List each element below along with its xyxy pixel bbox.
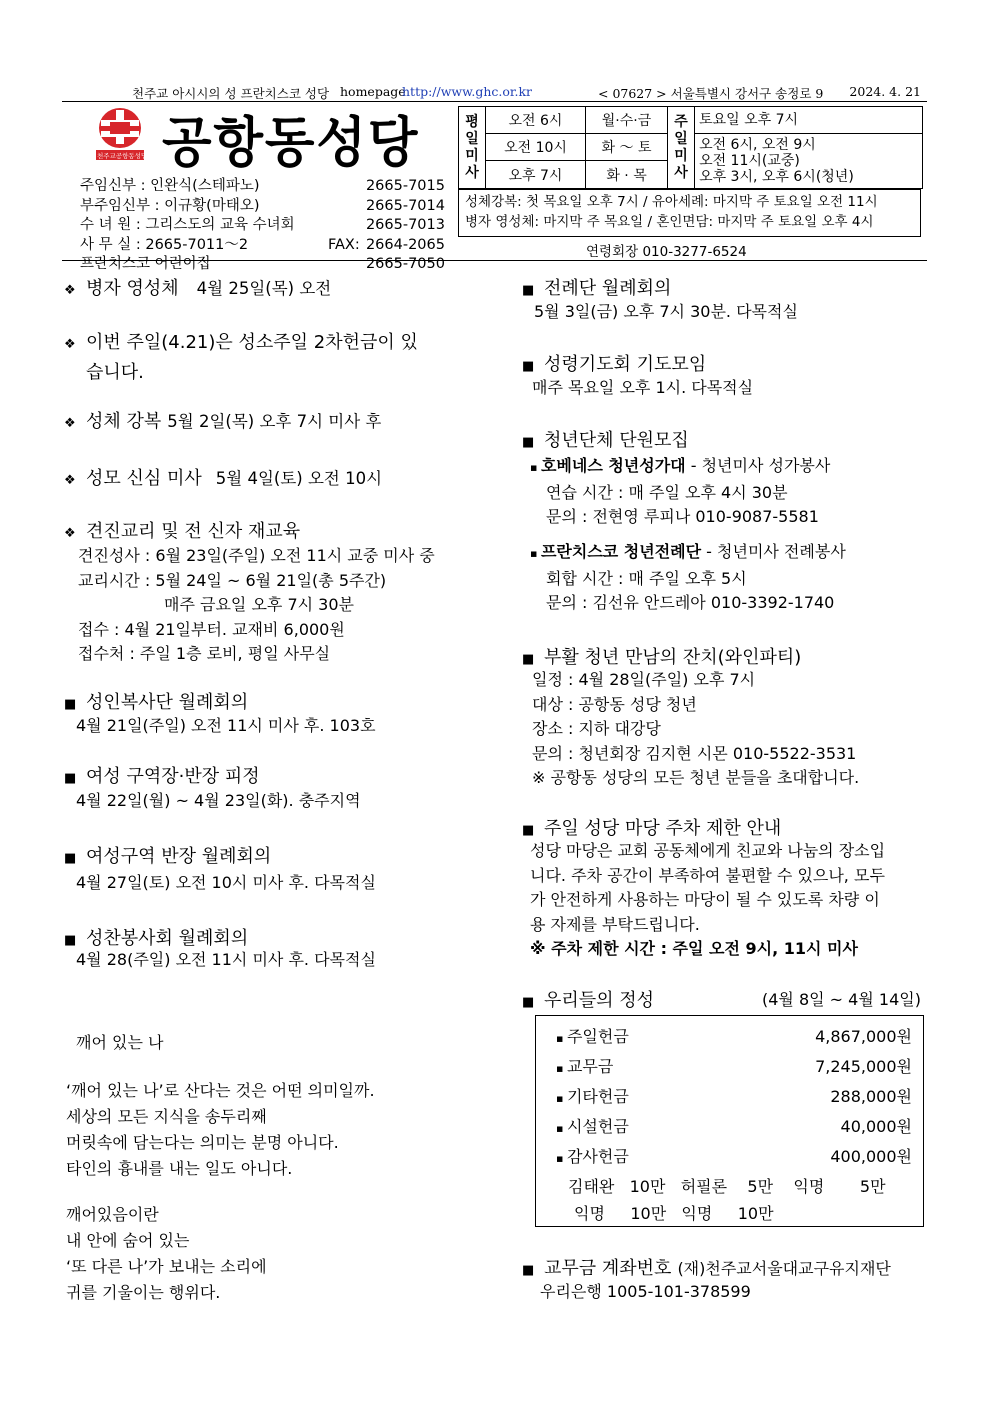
section-marian-mass: ❖ 성모 신심 미사 5월 4일(토) 오전 10시 [64, 468, 383, 489]
mass-days: 화 ～ 토 [586, 133, 668, 161]
staff-label: 주임신부 : 인완식(스테파노) [80, 178, 260, 194]
staff-row [80, 216, 445, 236]
mass-days: 화 · 목 [586, 161, 668, 189]
offerings-table [535, 1015, 924, 1227]
womens-meeting-detail: 4월 27일(토) 오전 10시 미사 후. 다목적실 [76, 873, 376, 892]
eucharist-service-detail: 4월 28(주일) 오전 11시 미사 후. 다목적실 [76, 950, 376, 969]
donor-list: 김태완 10만 허필론 5만 익명 5만 [568, 1177, 886, 1196]
section-youth-party: ■ 부활 청년 만남의 잔치(와인파티) [522, 647, 802, 668]
staff-label: 부주임신부 : 이규황(마태오) [80, 197, 260, 214]
offerings-period: (4월 8일 ~ 4월 14일) [762, 990, 921, 1009]
womens-retreat-detail: 4월 22일(월) ~ 4월 23일(화). 충주지역 [76, 791, 361, 810]
staff-label: 프란치스코 어린이집 [80, 256, 211, 272]
poem-stanza: ‘깨어 있는 나’로 산다는 것은 어떤 의미일까. 세상의 모든 지식을 송두리째 머릿속에 담는다는 의미는 분명 아니다. 타인의 흉내를 내는 일도 아니다. [66, 1081, 375, 1178]
square-bullet-icon: ■ [64, 771, 77, 786]
parish-logo [96, 106, 148, 162]
sunday-time: 오전 11시(교중) [699, 152, 800, 169]
square-bullet-icon: ■ [64, 697, 77, 712]
staff-tel: 2665-7050 [365, 256, 445, 272]
staff-row [80, 255, 445, 275]
staff-tel: 2665-7014 [365, 197, 445, 214]
section-parking: ■ 주일 성당 마당 주차 제한 안내 [522, 818, 782, 839]
section-prayer-meeting: ■ 성령기도회 기도모임 [522, 354, 707, 375]
diamond-bullet-icon: ❖ [64, 526, 76, 541]
notice-line: 병자 영성체: 마지막 주 목요일 / 혼인면담: 마지막 주 토요일 오후 4시 [465, 214, 874, 230]
sunday-mass-times [695, 133, 923, 188]
section-youth-recruit: ■ 청년단체 단원모집 [522, 430, 689, 451]
sunday-mass-sat: 토요일 오후 7시 [695, 107, 923, 134]
confirmation-details: 견진성사 : 6월 23일(주일) 오전 11시 교중 미사 중 교리시간 : 5월 24일 ~ 6월 21일(총 5주간) 매주 금요일 오후 7시 30분 접수 : 4월 21일부터. 교재비 6,000원 접수처 : 주일 1층 로비, 평일 사무실 [78, 546, 435, 663]
address: < 07627 > 서울특별시 강서구 송정로 9 [598, 86, 824, 101]
section-vocation-sunday: ❖ 이번 주일(4.21)은 성소주일 2차헌금이 있 습니다. [64, 332, 418, 383]
small-square-icon: ▪ [530, 547, 541, 560]
mass-days: 월·수·금 [586, 107, 668, 134]
square-bullet-icon: ■ [522, 283, 535, 298]
square-bullet-icon: ■ [64, 933, 77, 948]
square-bullet-icon: ■ [522, 1263, 535, 1278]
staff-row [80, 197, 445, 217]
staff-tel: 2664-2065 [365, 236, 445, 253]
funeral-contact: 연령회장 010-3277-6524 [586, 244, 747, 260]
altar-servers-detail: 4월 21일(주일) 오전 11시 미사 후. 103호 [76, 716, 376, 735]
homepage-label: homepage [340, 84, 406, 99]
youth-choir: ▪ 호베네스 청년성가대 - 청년미사 성가봉사 연습 시간 : 매 주일 오후 4시 30분 문의 : 전현영 루피나 010-9087-5581 [530, 456, 831, 526]
tithe-account-number: 우리은행 1005-101-378599 [540, 1282, 751, 1301]
issue-date: 2024. 4. 21 [849, 84, 921, 99]
page-title: 공항동성당 [162, 111, 420, 174]
staff-row [80, 177, 445, 197]
mass-time: 오전 10시 [486, 133, 586, 161]
parking-details: 성당 마당은 교회 공동체에게 친교와 나눔의 장소입 니다. 주차 공간이 부족하여 불편할 수 있으나, 모두 가 안전하게 사용하는 마당이 될 수 있도록 차량 이 용 자제를 부탁드립니다. ※ 주차 제한 시간 : 주일 오전 9시, 11시 미사 [530, 841, 886, 958]
diamond-bullet-icon: ❖ [64, 283, 76, 298]
square-bullet-icon: ■ [64, 851, 77, 866]
section-tithe-account: ■ 교무금 계좌번호 (재)천주교서울대교구유지재단 [522, 1258, 891, 1279]
youth-liturgy: ▪ 프란치스코 청년전례단 - 청년미사 전례봉사 회합 시간 : 매 주일 오후 5시 문의 : 김선유 안드레아 010-3392-1740 [530, 542, 846, 612]
offering-row: ▪ 기타헌금 288,000원 [556, 1087, 912, 1106]
section-benediction: ❖ 성체 강복 5월 2일(목) 오후 7시 미사 후 [64, 411, 382, 432]
liturgy-meeting-detail: 5월 3일(금) 오후 7시 30분. 다목적실 [534, 302, 798, 321]
sacrament-notice [458, 189, 921, 237]
offering-row: ▪ 감사헌금 400,000원 [556, 1147, 912, 1166]
poem-stanza: 깨어있음이란 내 안에 숨어 있는 ‘또 다른 나’가 보내는 소리에 귀를 기울이는 행위다. [66, 1205, 267, 1302]
mass-schedule-table [458, 106, 923, 189]
staff-label: 수 녀 원 : 그리스도의 교육 수녀회 [80, 217, 295, 233]
square-bullet-icon: ■ [522, 652, 535, 667]
square-bullet-icon: ■ [522, 435, 535, 450]
notice-line: 성체강복: 첫 목요일 오후 7시 / 유아세례: 마지막 주 토요일 오전 11시 [465, 194, 878, 210]
diamond-bullet-icon: ❖ [64, 416, 76, 431]
logo-caption: 천주교공항동성당 [97, 152, 148, 160]
fax-label: FAX: [328, 236, 360, 253]
sunday-time: 오후 3시, 오후 6시(청년) [699, 168, 854, 185]
youth-party-details: 일정 : 4월 28일(주일) 오후 7시 대상 : 공항동 성당 청년 장소 : 지하 대강당 문의 : 청년회장 김지현 시몬 010-5522-3531 ※ 공항동 성당의 모든 청년 분들을 초대합니다. [532, 670, 860, 787]
section-liturgy-meeting: ■ 전례단 월례회의 [522, 278, 672, 299]
section-rule [62, 260, 927, 261]
prayer-meeting-detail: 매주 목요일 오후 1시. 다목적실 [532, 378, 754, 397]
section-sick-communion: ❖ 병자 영성체 4월 25일(목) 오전 [64, 278, 332, 299]
donor-list: 익명 10만 익명 10만 [574, 1204, 774, 1223]
homepage-link[interactable]: http://www.ghc.or.kr [402, 84, 532, 99]
square-bullet-icon: ■ [522, 359, 535, 374]
offering-row: ▪ 주일헌금 4,867,000원 [556, 1027, 912, 1046]
section-confirmation: ❖ 견진교리 및 전 신자 재교육 [64, 521, 301, 542]
diamond-bullet-icon: ❖ [64, 473, 76, 488]
mass-time: 오후 7시 [486, 161, 586, 189]
sunday-mass-header: 주일미사 [668, 107, 695, 189]
section-eucharist-service: ■ 성찬봉사회 월례회의 [64, 928, 249, 949]
offering-row: ▪ 교무금 7,245,000원 [556, 1057, 912, 1076]
staff-label: 사 무 실 : 2665-7011～2 [80, 236, 249, 253]
staff-tel: 2665-7013 [365, 217, 445, 233]
mass-time: 오전 6시 [486, 107, 586, 134]
small-square-icon: ▪ [530, 461, 541, 474]
section-offerings: ■ 우리들의 정성 [522, 990, 655, 1011]
staff-row [80, 236, 445, 256]
sunday-time: 오전 6시, 오전 9시 [699, 136, 816, 153]
offering-row: ▪ 시설헌금 40,000원 [556, 1117, 912, 1136]
square-bullet-icon: ■ [522, 823, 535, 838]
square-bullet-icon: ■ [522, 995, 535, 1010]
parish-name: 천주교 아시시의 성 프란치스코 성당 [132, 86, 330, 101]
section-altar-servers: ■ 성인복사단 월례회의 [64, 692, 249, 713]
poem-title: 깨어 있는 나 [76, 1033, 164, 1052]
section-womens-meeting: ■ 여성구역 반장 월례회의 [64, 846, 272, 867]
staff-tel: 2665-7015 [365, 178, 445, 194]
section-womens-retreat: ■ 여성 구역장·반장 피정 [64, 766, 260, 787]
weekday-mass-header: 평일미사 [459, 107, 486, 189]
diamond-bullet-icon: ❖ [64, 337, 76, 352]
